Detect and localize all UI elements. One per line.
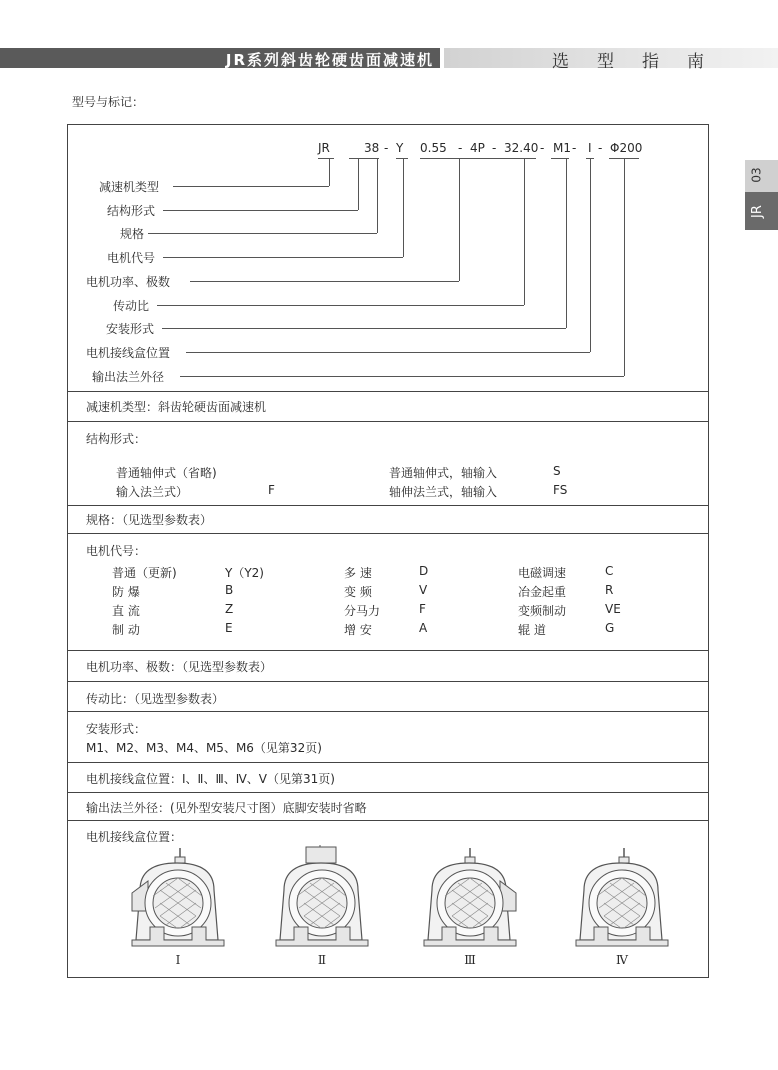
code-dash: - (572, 141, 577, 155)
section-divider (67, 820, 709, 821)
section-divider (67, 391, 709, 392)
legend-structure: 结构形式 (107, 204, 156, 218)
motor-code-value: V (419, 583, 428, 597)
structure-item-code: FS (553, 483, 568, 497)
section-divider (67, 533, 709, 534)
section-divider (67, 505, 709, 506)
code-ratio: 32.40 (504, 141, 539, 155)
motor-drawing (266, 845, 378, 955)
section-divider (67, 421, 709, 422)
legend-terminal-box: 电机接线盒位置 (86, 346, 171, 360)
code-dash: - (492, 141, 497, 155)
power-poles-line: 电机功率、极数：（见选型参数表） (86, 660, 273, 674)
leader-line (180, 376, 624, 377)
motor-code-value: D (419, 564, 429, 578)
structure-item-code: S (553, 464, 561, 478)
motor-code-value: VE (605, 602, 621, 616)
guide-title: 选型指南 (552, 52, 732, 72)
section-divider (67, 681, 709, 682)
motor-code-value: C (605, 564, 614, 578)
code-dash: - (458, 141, 463, 155)
motor-code-label: 直 流 (112, 604, 140, 618)
code-flange: Φ200 (610, 141, 643, 155)
code-underline (396, 158, 408, 159)
leader-line (190, 281, 459, 282)
terminal-box-fig-title: 电机接线盒位置： (86, 830, 183, 844)
side-tab-page (745, 160, 778, 192)
header-guide-bar (444, 48, 778, 72)
code-dash: - (540, 141, 545, 155)
structure-item-label: 输入法兰式） (116, 485, 189, 499)
motor-code-title: 电机代号： (86, 544, 147, 558)
legend-reducer-type: 减速机类型 (99, 180, 160, 194)
leader-drop (590, 158, 591, 352)
code-underline (318, 158, 334, 159)
mounting-title: 安装形式： (86, 722, 147, 736)
motor-code-label: 冶金起重 (518, 585, 567, 599)
leader-drop (358, 158, 359, 210)
section-divider (67, 650, 709, 651)
motor-code-label: 普通（更新) (112, 566, 177, 580)
header-series-bar (0, 48, 440, 68)
code-dash: - (598, 141, 603, 155)
model-section-title: 型号与标记： (72, 95, 145, 109)
series-title: JR系列斜齿轮硬齿面减速机 (225, 51, 434, 69)
leader-line (163, 257, 403, 258)
terminal-box-line: 电机接线盒位置：Ⅰ、Ⅱ、Ⅲ、Ⅳ、Ⅴ（见第31页) (86, 772, 335, 786)
motor-code-label: 变频制动 (518, 604, 567, 618)
motor-code-label: 辊 道 (518, 623, 546, 637)
motor-drawing (414, 845, 526, 955)
code-size: 38 (364, 141, 380, 155)
mounting-value: M1、M2、M3、M4、M5、M6（见第32页) (86, 741, 322, 755)
motor-drawing (566, 845, 678, 955)
leader-line (173, 186, 329, 187)
motor-code-value: E (225, 621, 233, 635)
motor-code-value: F (419, 602, 426, 616)
motor-code-label: 变 频 (344, 585, 372, 599)
motor-diagram-position-2 (266, 845, 378, 973)
leader-drop (403, 158, 404, 257)
leader-drop (624, 158, 625, 376)
code-dash: - (384, 141, 389, 155)
motor-code-value: Y（Y2) (225, 566, 264, 580)
position-label: Ⅱ (317, 953, 327, 967)
leader-drop (524, 158, 525, 305)
code-mounting: M1 (553, 141, 571, 155)
legend-motor-code: 电机代号 (107, 251, 156, 265)
side-tab-label: JR (749, 205, 765, 218)
structure-title: 结构形式： (86, 432, 147, 446)
leader-line (148, 233, 377, 234)
motor-diagram-position-1 (122, 845, 234, 973)
structure-item-label: 普通轴伸式，轴输入 (389, 466, 498, 480)
leader-drop (566, 158, 567, 328)
code-underline (349, 158, 379, 159)
legend-ratio: 传动比 (113, 299, 150, 313)
position-label: Ⅲ (464, 953, 476, 967)
reducer-type: 减速机类型：斜齿轮硬齿面减速机 (86, 400, 267, 414)
structure-item-label: 普通轴伸式（省略) (116, 466, 217, 480)
flange-line: 输出法兰外径：(见外型安装尺寸图）底脚安装时省略 (86, 801, 367, 815)
section-divider (67, 711, 709, 712)
ratio-line: 传动比：（见选型参数表） (86, 692, 225, 706)
structure-item-code: F (268, 483, 275, 497)
motor-code-value: B (225, 583, 234, 597)
motor-code-value: R (605, 583, 614, 597)
code-terminal-box: I (588, 141, 592, 155)
motor-code-label: 多 速 (344, 566, 372, 580)
position-label: Ⅳ (616, 953, 628, 967)
section-divider (67, 792, 709, 793)
code-power: 0.55 (420, 141, 447, 155)
motor-code-label: 电磁调速 (518, 566, 567, 580)
code-series: JR (318, 141, 330, 155)
leader-line (157, 305, 524, 306)
legend-spec: 规格 (120, 227, 145, 241)
motor-diagram-position-3 (414, 845, 526, 973)
legend-flange: 输出法兰外径 (92, 370, 165, 384)
leader-drop (329, 158, 330, 186)
motor-code-label: 增 安 (344, 623, 372, 637)
leader-line (162, 328, 566, 329)
spec-line: 规格：（见选型参数表） (86, 513, 213, 527)
side-tab (745, 160, 778, 230)
side-tab-page-number: 03 (749, 167, 764, 183)
motor-code-label: 制 动 (112, 623, 140, 637)
leader-line (163, 210, 358, 211)
side-tab-label-box (745, 192, 778, 230)
code-underline (420, 158, 536, 159)
motor-code-label: 分马力 (344, 604, 381, 618)
motor-code-value: G (605, 621, 615, 635)
leader-drop (459, 158, 460, 281)
motor-code-value: Z (225, 602, 234, 616)
motor-drawing (122, 845, 234, 955)
leader-line (186, 352, 590, 353)
legend-mounting: 安装形式 (106, 322, 155, 336)
leader-drop (377, 158, 378, 233)
code-motor: Y (396, 141, 404, 155)
section-divider (67, 762, 709, 763)
motor-code-value: A (419, 621, 428, 635)
motor-diagram-position-4 (566, 845, 678, 973)
position-label: Ⅰ (175, 953, 181, 967)
motor-code-label: 防 爆 (112, 585, 140, 599)
legend-power-poles: 电机功率、极数 (86, 275, 171, 289)
structure-item-label: 轴伸法兰式，轴输入 (389, 485, 498, 499)
code-poles: 4P (470, 141, 485, 155)
